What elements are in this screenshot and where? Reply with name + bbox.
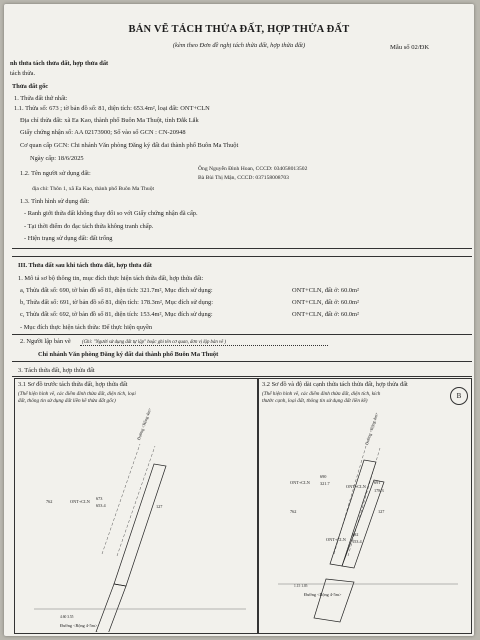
dimension-label: 4.60 3.55	[60, 615, 74, 619]
neighbor-762: 762	[290, 509, 297, 514]
parcel-info-line: 1.1. Thửa số: 673 ; tờ bản đồ số: 81, diện tích: 653.4m², loại đất: ONT+CLN	[14, 105, 210, 112]
status-bullet-2: - Tại thời điểm đo đạc tách thửa không tranh chấp.	[24, 223, 154, 230]
section-divider	[12, 248, 472, 249]
issuing-agency: Cơ quan cấp GCN: Chi nhánh Văn phòng Đăng ký đất đai thành phố Buôn Ma Thuột	[20, 142, 239, 149]
new-parcel-a-use: ONT+CLN, đất ở: 60.0m²	[292, 287, 359, 294]
owner-1: Ông Nguyễn Đình Hoan, CCCD: 034058013502	[198, 166, 308, 172]
neighbor-127: 127	[378, 509, 385, 514]
parcel-690-outline	[330, 460, 376, 566]
neighbor-762: 762	[46, 499, 53, 504]
before-split-note-1: (Thể hiện hình vẽ, các điểm đỉnh thửa đất, diện tích, loại	[18, 391, 136, 397]
parcel-690-number: 690	[320, 474, 327, 479]
section-2-heading: Thửa đất gốc	[12, 83, 49, 90]
split-purpose: - Mục đích thực hiện tách thửa: Để thực hiện quyền	[20, 324, 153, 331]
road-bottom-label: Đường <Rộng 4-5m>	[60, 623, 98, 628]
drafter-label: 2. Người lập bản vẽ	[20, 338, 71, 345]
new-parcel-b: b, Thửa đất số: 691, tờ bản đồ số 81, diện tích: 178.3m², Mục đích sử dụng:	[20, 299, 213, 306]
parcel-address: Địa chỉ thửa đất: xã Ea Kao, thành phố Buôn Ma Thuột, tỉnh Đắk Lắk	[20, 117, 199, 124]
document-subtitle: (kèm theo Đơn đề nghị tách thửa đất, hợp thửa đất)	[172, 42, 306, 49]
drafter-organization: Chi nhánh Văn phòng Đăng ký đất đai thành phố Buôn Ma Thuột	[38, 351, 219, 358]
new-parcel-a: a, Thửa đất số: 690, tờ bản đồ số 81, diện tích: 321.7m², Mục đích sử dụng:	[20, 287, 213, 294]
after-split-drawing	[258, 404, 470, 632]
document-title: BẢN VẼ TÁCH THỬA ĐẤT, HỢP THỬA ĐẤT	[128, 24, 350, 35]
before-split-heading: 3.1 Sơ đồ trước tách thửa đất, hợp thửa đất	[18, 381, 128, 388]
status-bullet-1: - Ranh giới thửa đất không thay đổi so với Giấy chứng nhận đã cấp.	[24, 210, 198, 217]
owner-label: 1.2. Tên người sử dụng đất:	[20, 170, 91, 177]
section-divider	[12, 334, 472, 335]
new-parcel-c-use: ONT+CLN, đất ở: 60.0m²	[292, 311, 359, 318]
status-bullet-3: - Hiện trạng sử dụng đất: đất trống	[24, 235, 113, 242]
neighbor-127: 127	[156, 504, 163, 509]
parcel-one-heading: 1. Thửa đất thứ nhất:	[14, 95, 68, 102]
new-parcel-b-use: ONT+CLN, đất ở: 60.0m²	[292, 299, 359, 306]
after-split-note-2: thước cạnh, loại đất, thông tin sử dụng đất liền kề)	[262, 398, 368, 404]
document-page	[4, 4, 474, 636]
parcel-673-area: 653.4	[96, 503, 106, 508]
before-split-note-2: đất, thông tin sử dụng đất liền kề thửa đất gốc)	[18, 398, 116, 404]
split-merge-heading: 3. Tách thửa đất, hợp thửa đất	[18, 367, 95, 374]
after-split-note-1: (Thể hiện hình vẽ, các điểm đỉnh thửa đất, diện tích, kích	[262, 391, 381, 397]
parcel-673-outline	[96, 584, 126, 632]
section-divider	[12, 361, 472, 362]
section-3-description: 1. Mô tả sơ bộ thông tin, mục đích thực hiện tách thửa đất, hợp thửa đất:	[18, 275, 204, 282]
parcel-692-label: ONT+CLN	[326, 537, 346, 542]
parcel-690-area: 321.7	[320, 481, 330, 486]
parcel-691-number: 691	[374, 480, 381, 485]
issue-date: Ngày cấp: 18/6/2025	[30, 155, 84, 162]
road-top-label: Đường <Rộng 4m>	[364, 411, 380, 446]
section-1-heading: nh thửa tách thửa đất, hợp thửa đất	[10, 60, 109, 67]
owner-address: địa chỉ: Thôn 1, xã Ea Kao, thành phố Buôn Ma Thuột	[32, 186, 155, 192]
drawing-marker: B	[450, 387, 468, 405]
parcel-673-number: 673	[96, 496, 103, 501]
drafter-note: (Ghi: "Người sử dụng đất tự lập" hoặc ghi tên cơ quan, đơn vị lập bản vẽ )	[82, 340, 226, 345]
road-boundary	[102, 444, 140, 554]
parcel-692-outline	[314, 579, 354, 622]
parcel-691-area: 178.3	[374, 488, 384, 493]
dotted-line	[80, 345, 328, 346]
parcel-692-area: 153.4	[352, 539, 362, 544]
owner-2: Bà Bùi Thị Mận, CCCD: 037158008703	[198, 175, 289, 181]
form-number: Mẫu số 02/ĐK	[390, 44, 430, 51]
certificate-number: Giấy chứng nhận số: AA 02173900; Số vào sổ GCN : CN-20948	[20, 129, 186, 136]
parcel-691-label: ONT+CLN	[346, 484, 366, 489]
after-split-heading: 3.2 Sơ đồ và độ dài cạnh thửa tách thửa đất, hợp thửa đất	[262, 381, 408, 388]
new-parcel-c: c, Thửa đất số: 692, tờ bản đồ số 81, diện tích: 153.4m², Mục đích sử dụng:	[20, 311, 213, 318]
dimension-label: 1.15 1.05	[294, 584, 308, 588]
section-1-subheading: tách thửa.	[10, 70, 36, 77]
parcel-673-outline	[114, 464, 166, 586]
road-top-label: Đường <Rộng 4m>	[136, 407, 153, 441]
parcel-690-label: ONT+CLN	[290, 480, 310, 485]
parcel-692-number: 692	[352, 532, 359, 537]
section-divider	[12, 256, 472, 257]
road-boundary	[117, 446, 155, 556]
section-divider	[12, 376, 472, 377]
section-3-heading: III. Thửa đất sau khi tách thửa đất, hợp thửa đất	[18, 262, 152, 269]
land-use-status-heading: 1.3. Tình hình sử dụng đất:	[20, 198, 90, 205]
parcel-673-label: ONT+CLN	[70, 499, 90, 504]
road-bottom-label: Đường <Rộng 4-5m>	[304, 592, 342, 597]
